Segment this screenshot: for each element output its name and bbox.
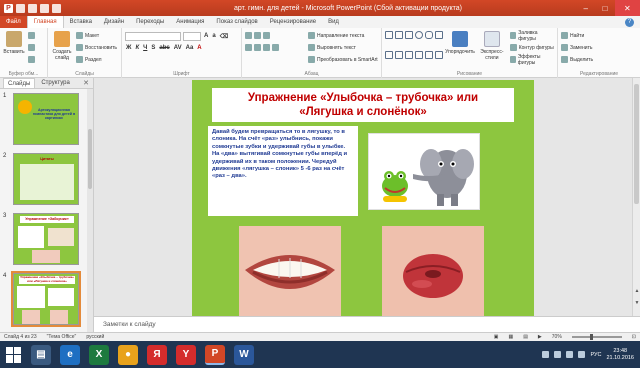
zoom-slider[interactable]	[572, 336, 622, 338]
font-name-select[interactable]	[125, 32, 181, 41]
prev-slide-icon[interactable]: ▲	[634, 288, 640, 294]
reset-icon	[76, 44, 83, 51]
slideshow-icon[interactable]: ▶	[537, 334, 542, 340]
frog-and-elephant-picture[interactable]	[368, 133, 480, 210]
language-tray[interactable]: РУС	[590, 351, 602, 358]
system-tray	[542, 348, 640, 362]
quick-styles-label: Экспресс-стили	[480, 49, 504, 61]
tab-design[interactable]: Дизайн	[103, 19, 125, 25]
zoom-slider-knob[interactable]	[590, 334, 593, 340]
slide-title-line-1: Упражнение «Улыбочка – трубочка» или	[247, 92, 479, 104]
editing-buttons	[561, 31, 593, 69]
arrange-icon	[452, 31, 468, 47]
word-taskbar-icon[interactable]: W	[234, 345, 254, 365]
shape-effects-button[interactable]	[510, 55, 554, 64]
thumbnail-picture	[32, 250, 60, 263]
redo-icon[interactable]	[40, 4, 49, 13]
thumbnail-item[interactable]	[3, 213, 87, 265]
spacing-icon[interactable]: AV	[173, 45, 182, 51]
select-icon	[561, 56, 568, 63]
window-title: арт. гимн. для детей - Microsoft PowerPoint (Сбой активации продукта)	[234, 4, 462, 12]
yandex-icon[interactable]: Я	[147, 345, 167, 365]
shadow-icon[interactable]: S	[151, 45, 156, 51]
replace-button[interactable]	[561, 43, 593, 52]
undo-icon[interactable]	[28, 4, 37, 13]
grow-font-icon[interactable]: A	[204, 33, 209, 39]
powerpoint-taskbar-icon[interactable]: P	[205, 345, 225, 365]
tab-slideshow[interactable]: Показ слайдов	[216, 19, 258, 25]
notes-placeholder: Заметки к слайду	[103, 321, 156, 328]
section-icon	[76, 56, 83, 63]
shape-textbox-icon[interactable]	[385, 31, 393, 39]
copy-icon	[28, 44, 35, 51]
theme-name: "Тема Office"	[46, 334, 77, 340]
thumbnail-item[interactable]	[3, 93, 87, 145]
sorter-view-icon[interactable]: ▦	[508, 334, 514, 340]
thumbnail-text-block	[18, 226, 44, 248]
smile-mouth-picture[interactable]	[239, 226, 341, 316]
shape-rect-icon[interactable]	[405, 31, 413, 39]
drawing-group-label: Рисование	[456, 71, 483, 77]
shape-star-icon[interactable]	[425, 51, 433, 59]
shape-line-icon[interactable]	[395, 31, 403, 39]
slide-editing-area	[94, 78, 640, 316]
thumbnail-number: 4	[3, 273, 7, 279]
language-indicator[interactable]: русский	[86, 334, 105, 340]
format-painter-button[interactable]	[28, 55, 35, 64]
font-group-label: Шрифт	[173, 71, 190, 77]
chrome-icon[interactable]: ●	[118, 345, 138, 365]
shape-outline-button[interactable]	[510, 43, 554, 52]
effects-icon	[510, 56, 516, 63]
normal-view-icon[interactable]: ▣	[493, 334, 499, 340]
internet-explorer-icon[interactable]: e	[60, 345, 80, 365]
clock-date: 21.10.2016	[606, 354, 634, 361]
text-direction-button[interactable]	[308, 31, 378, 40]
text-direction-icon	[308, 32, 315, 39]
paste-icon	[6, 31, 22, 47]
tab-review[interactable]: Рецензирование	[269, 19, 317, 25]
shape-round-rect-icon[interactable]	[425, 31, 433, 39]
tab-outline[interactable]: Структура	[41, 80, 70, 86]
shape-arrow-icon[interactable]	[385, 51, 393, 59]
tab-animations[interactable]: Анимация	[176, 19, 205, 25]
shape-curve-icon[interactable]	[415, 51, 423, 59]
slide-counter: Слайд 4 из 23	[4, 334, 37, 340]
windows-start-icon[interactable]	[6, 347, 22, 363]
italic-icon[interactable]: К	[135, 45, 140, 51]
font-row-1	[125, 31, 238, 41]
bullets-icon	[245, 32, 252, 39]
smartart-icon	[308, 56, 315, 63]
shape-format-buttons	[510, 31, 554, 69]
slides-group	[48, 28, 122, 78]
numbering-icon	[254, 32, 261, 39]
convert-smartart-button[interactable]	[308, 55, 378, 64]
sun-icon	[18, 100, 32, 114]
tab-slides[interactable]: Слайды	[3, 78, 35, 88]
shape-fill-label: Заливка фигуры	[518, 29, 538, 42]
align-text-icon	[308, 44, 315, 51]
paste-button[interactable]	[3, 31, 25, 69]
strikethrough-icon[interactable]: abc	[159, 45, 170, 51]
shape-outline-label: Контур фигуры	[518, 44, 554, 51]
arrange-label: Упорядочить	[445, 49, 475, 55]
align-text-label: Выровнять текст	[317, 44, 356, 51]
zoom-level[interactable]: 70%	[551, 334, 562, 340]
quick-access-toolbar	[0, 4, 120, 13]
thumbnail-text: Цитаты	[40, 157, 54, 161]
save-icon[interactable]	[16, 4, 25, 13]
select-button[interactable]	[561, 55, 593, 64]
fill-icon	[510, 32, 517, 39]
shape-bent-arrow-icon[interactable]	[395, 51, 403, 59]
thumbnail-scrollbar[interactable]	[87, 89, 93, 332]
layout-button[interactable]	[76, 31, 117, 40]
align-text-button[interactable]	[308, 43, 378, 52]
clock[interactable]	[606, 348, 634, 362]
tab-view[interactable]: Вид	[328, 19, 339, 25]
shape-brace-icon[interactable]	[405, 51, 413, 59]
thumbnail-text: Артикуляционная гимнастика для детей в картинках	[32, 108, 76, 120]
windows-taskbar	[0, 341, 640, 368]
file-explorer-icon[interactable]: ▤	[31, 345, 51, 365]
pout-illustration	[382, 226, 484, 316]
next-slide-icon[interactable]: ▼	[634, 300, 640, 306]
editing-group-label: Редактирование	[579, 71, 619, 77]
shape-oval-icon[interactable]	[415, 31, 423, 39]
frog-elephant-illustration	[369, 134, 481, 211]
reset-label: Восстановить	[85, 44, 118, 51]
paragraph-text-buttons	[308, 31, 378, 69]
tab-home[interactable]: Главная	[27, 16, 64, 28]
thumbnail-picture	[22, 310, 40, 324]
paragraph-group-label: Абзац	[304, 71, 319, 77]
create-slide-button[interactable]	[51, 31, 73, 69]
thumbnail-picture	[50, 310, 68, 324]
thumbnail-item[interactable]	[3, 153, 87, 205]
section-button[interactable]	[76, 55, 117, 64]
align-center-icon	[254, 44, 261, 51]
thumbnail-number: 3	[3, 213, 7, 219]
tray-arrow-icon[interactable]	[542, 351, 549, 358]
shape-triangle-icon[interactable]	[435, 31, 443, 39]
align-left-icon	[245, 44, 252, 51]
font-color-icon[interactable]: A	[197, 45, 202, 51]
maximize-button[interactable]: □	[602, 3, 608, 13]
font-row-2	[125, 43, 238, 53]
clock-time: 23:48	[613, 347, 628, 354]
tab-insert[interactable]: Вставка	[69, 19, 92, 25]
slides-group-label: Слайды	[75, 71, 94, 77]
smile-illustration	[239, 226, 341, 316]
thumbnail-picture	[48, 288, 74, 306]
thumbnail-text-block	[17, 286, 45, 308]
powerpoint-app-icon[interactable]: P	[4, 4, 13, 13]
find-label: Найти	[570, 32, 585, 39]
shapes-gallery[interactable]	[385, 31, 443, 69]
thumbnail-item[interactable]	[3, 273, 87, 325]
editing-group	[558, 28, 640, 78]
thumbnail-slide-3[interactable]	[13, 213, 79, 265]
convert-smartart-label: Преобразовать в SmartArt	[317, 56, 378, 63]
ribbon	[0, 28, 640, 78]
cut-icon	[28, 32, 35, 39]
replace-icon	[561, 44, 568, 51]
slide-scrollbar[interactable]	[632, 78, 640, 316]
battery-icon[interactable]	[578, 351, 585, 358]
align-buttons[interactable]	[245, 43, 305, 52]
outline-icon	[510, 44, 517, 51]
indent-icon	[263, 32, 270, 39]
section-label: Раздел	[85, 56, 102, 63]
customize-qat-icon[interactable]	[52, 4, 61, 13]
slide-body-textbox[interactable]	[208, 126, 358, 216]
thumbnail-text-block	[20, 164, 74, 200]
ribbon-tabs	[0, 16, 640, 28]
layout-label: Макет	[85, 32, 100, 39]
layout-icon	[76, 32, 83, 39]
shape-more-icon[interactable]	[435, 51, 443, 59]
tab-file[interactable]: Файл	[0, 16, 27, 28]
cut-button[interactable]	[28, 31, 35, 40]
drawing-group	[382, 28, 558, 78]
align-right-icon	[263, 44, 270, 51]
text-direction-label: Направление текста	[317, 32, 365, 39]
excel-taskbar-icon[interactable]: X	[89, 345, 109, 365]
quick-styles-icon	[484, 31, 500, 47]
justify-icon	[272, 44, 279, 51]
title-bar	[0, 0, 640, 16]
paragraph-align-buttons	[245, 31, 305, 69]
clipboard-group	[0, 28, 48, 78]
thumbnail-list	[0, 89, 88, 332]
tab-transitions[interactable]: Переходы	[136, 19, 165, 25]
thumbnail-number: 2	[3, 153, 7, 159]
slide-title-box[interactable]	[212, 88, 514, 122]
thumbnail-text: Упражнение «Улыбочка – трубочка» или «Лягушка и слонёнок»	[20, 275, 74, 283]
quick-styles-button[interactable]	[477, 31, 507, 69]
thumbnail-slide-1[interactable]	[13, 93, 79, 145]
current-slide[interactable]	[192, 80, 534, 316]
find-button[interactable]	[561, 31, 593, 40]
shape-fill-button[interactable]	[510, 31, 554, 40]
bullets-button[interactable]	[245, 31, 305, 40]
arrange-button[interactable]	[446, 31, 474, 69]
copy-button[interactable]	[28, 43, 35, 52]
case-icon[interactable]: Aa	[185, 45, 194, 51]
network-icon[interactable]	[554, 351, 561, 358]
status-bar	[0, 332, 640, 341]
paragraph-group	[242, 28, 382, 78]
reading-view-icon[interactable]: ▤	[523, 334, 528, 340]
font-size-select[interactable]	[183, 32, 201, 41]
thumbnail-number: 1	[3, 93, 7, 99]
paste-label: Вставить	[3, 49, 25, 55]
bold-icon[interactable]: Ж	[126, 45, 132, 51]
clear-format-icon[interactable]: ⌫	[219, 33, 229, 40]
thumbnail-picture	[48, 228, 74, 246]
create-slide-label: Создать слайд	[52, 49, 72, 61]
slide-scroll-thumb[interactable]	[634, 84, 639, 204]
font-group	[122, 28, 242, 78]
replace-label: Заменить	[570, 44, 593, 51]
clipboard-small-buttons	[28, 31, 35, 69]
brush-icon	[28, 56, 35, 63]
shrink-font-icon[interactable]: a	[212, 33, 216, 39]
underline-icon[interactable]: Ч	[143, 45, 148, 51]
thumbnail-scroll-thumb[interactable]	[88, 129, 92, 189]
help-icon[interactable]: ?	[625, 18, 634, 27]
slide-body-text: Давай будем превращаться то в лягушку, то в слоника. На счёт «раз» улыбнись, покажи сомкнутые зубки и удерживай губы в улыбке. На «два» вытягивай сомкнутые губы вперёд и удерживай их в таком положении. Чередуй движения «лягушка – слоник» 5 -6 раз на счёт «раз – два».	[212, 129, 348, 180]
volume-icon[interactable]	[566, 351, 573, 358]
close-button[interactable]: ✕	[615, 0, 640, 16]
thumbnail-slide-4[interactable]	[13, 273, 79, 325]
reset-button[interactable]	[76, 43, 117, 52]
yandex-browser-icon[interactable]: Y	[176, 345, 196, 365]
panel-close-icon[interactable]: ✕	[83, 80, 89, 87]
clipboard-group-label: Буфер обм...	[8, 71, 39, 77]
panel-tabs	[0, 78, 93, 89]
select-label: Выделить	[570, 56, 594, 63]
slide-title-line-2: «Лягушка и слонёнок»	[299, 106, 427, 118]
fit-to-window-icon[interactable]: ⊡	[631, 334, 636, 340]
minimize-button[interactable]: –	[583, 3, 588, 13]
thumbnail-slide-2[interactable]	[13, 153, 79, 205]
window-controls	[576, 0, 640, 16]
thumbnail-text: Упражнение «Заборчик»	[25, 217, 69, 221]
slide-thumbnail-panel	[0, 78, 94, 332]
notes-pane[interactable]	[94, 316, 640, 332]
shape-effects-label: Эффекты фигуры	[517, 53, 541, 66]
binoculars-icon	[561, 32, 568, 39]
new-slide-icon	[54, 31, 70, 47]
pout-lips-picture[interactable]	[382, 226, 484, 316]
slides-small-buttons	[76, 31, 117, 69]
